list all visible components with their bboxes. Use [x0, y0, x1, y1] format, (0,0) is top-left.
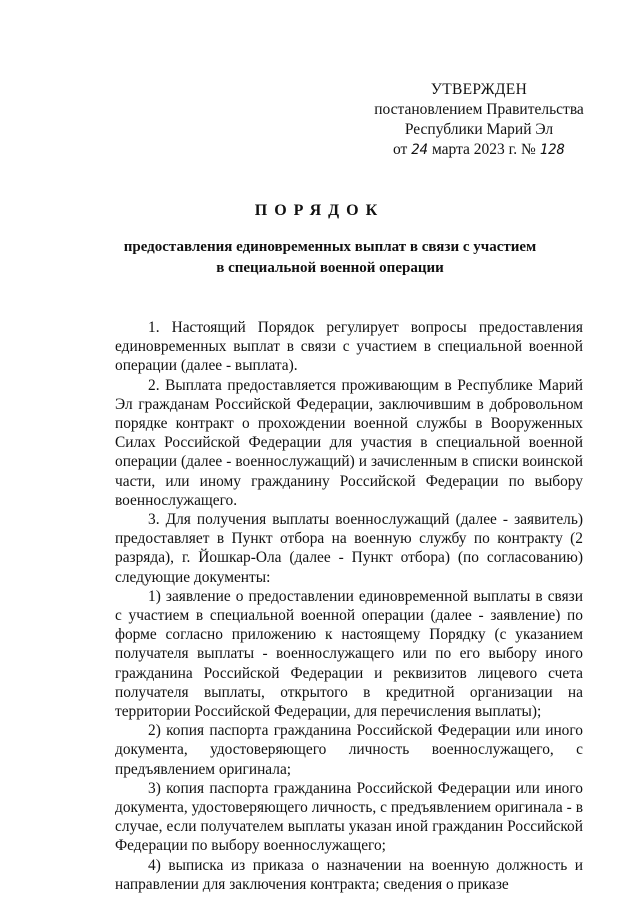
approval-date-line: [359, 140, 599, 160]
approval-authority: постановлением Правительства: [374, 101, 584, 118]
approval-date-prefix: от: [393, 141, 408, 158]
list-item-2: 2) копия паспорта гражданина Российской Федерации или иного документа, удостоверяющего личность военнослужащего, с предъявлением оригинала;: [115, 722, 583, 778]
approval-number: 128: [539, 142, 565, 158]
approval-date-rest: марта 2023 г. №: [431, 141, 536, 158]
document-title: ПОРЯДОК: [254, 202, 385, 219]
subtitle-line-1: предоставления единовременных выплат в связи с участием: [123, 239, 537, 255]
approval-block: [359, 80, 599, 160]
paragraph-2: 2. Выплата предоставляется проживающим в Республике Марий Эл гражданам Российской Федерации, заключившим в добровольном порядке контракт о прохождении военной службы в Вооруженных Силах Российской Федерации для участия в специальной военной операции (далее - военнослужащий) и зачисленным в списки воинской части, или иному гражданину Российской Федерации по выбору военнослужащего.: [115, 376, 583, 509]
document-subtitle: [120, 237, 540, 279]
list-item-4: 4) выписка из приказа о назначении на военную должность и направлении для заключения контракта; сведения о приказе: [115, 856, 583, 893]
document-body: [115, 318, 583, 894]
approval-heading: УТВЕРЖДЕН: [430, 81, 528, 98]
list-item-1: 1) заявление о предоставлении единовременной выплаты в связи с участием в специальной военной операции (далее - заявление) по форме согласно приложению к настоящему Порядку (с указанием получателя выплаты - военнослужащего или по его выбору иного гражданина Российской Федерации и реквизитов лицевого счета получателя выплаты, открытого в кредитной организации на территории Российской Федерации, для перечисления выплаты);: [115, 587, 583, 721]
approval-region: Республики Марий Эл: [404, 121, 554, 138]
list-item-3: 3) копия паспорта гражданина Российской Федерации или иного документа, удостоверяющего личность, с предъявлением оригинала - в случае, если получателем выплаты указан иной гражданин Российской Федерации по выбору военнослужащего;: [115, 779, 583, 855]
paragraph-1: 1. Настоящий Порядок регулирует вопросы предоставления единовременных выплат в связи с участием в специальной военной операции (далее - выплата).: [115, 319, 583, 375]
paragraph-3: 3. Для получения выплаты военнослужащий (далее - заявитель) предоставляет в Пункт отбора на военную службу по контракту (2 разряда), г. Йошкар-Ола (далее - Пункт отбора) (по согласованию) следующие документы:: [115, 511, 583, 586]
subtitle-line-2: в специальной военной операции: [216, 260, 444, 276]
approval-date-day: 24: [411, 142, 429, 158]
